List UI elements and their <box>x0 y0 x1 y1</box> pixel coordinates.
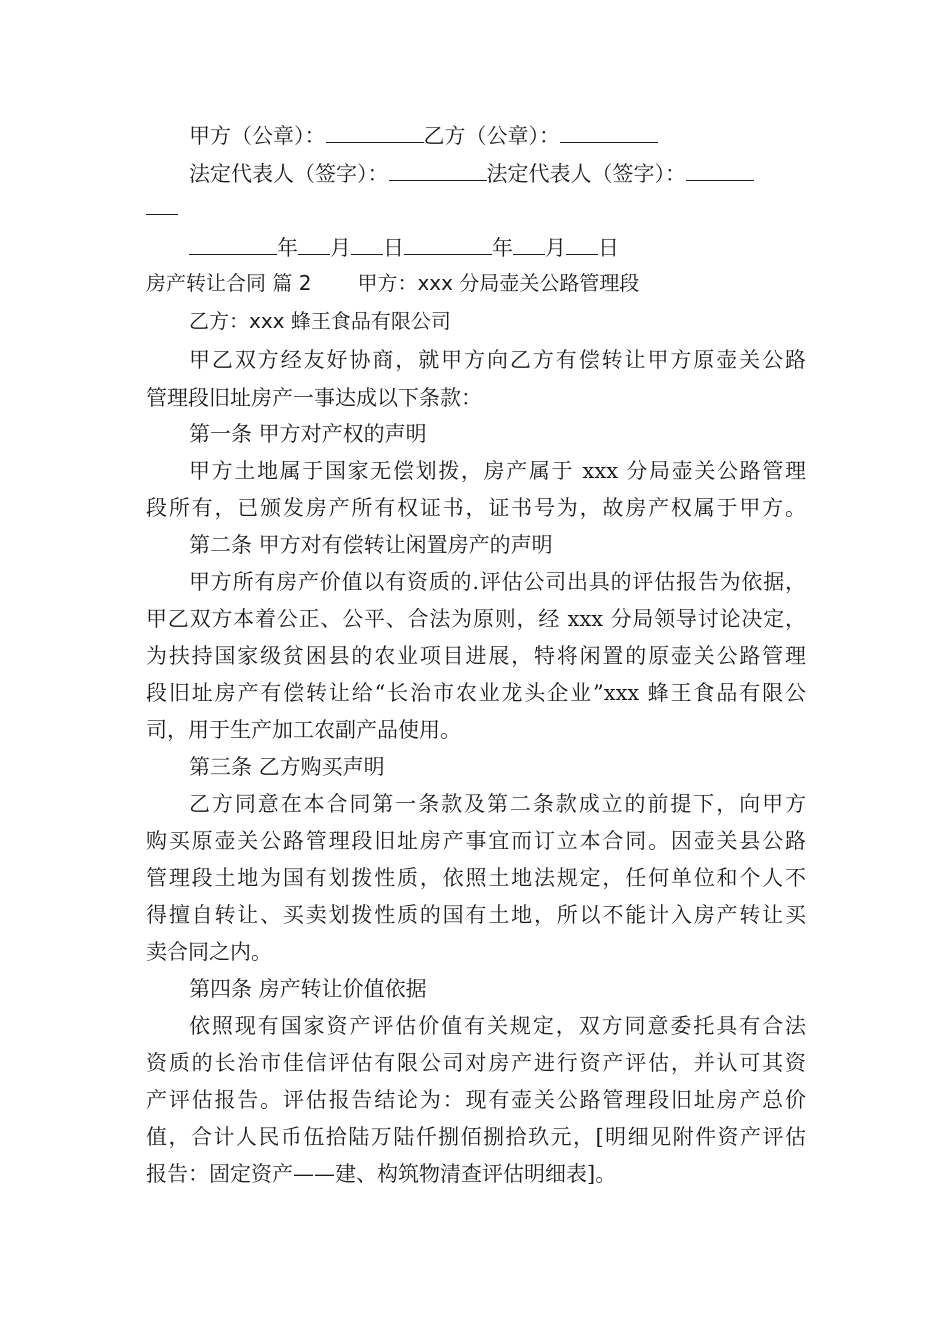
article-1-line: 甲方土地属于国家无偿划拨，房产属于 xxx 分局壶关公路管理 <box>189 459 806 483</box>
party-a-name: 甲方：xxx 分局壶关公路管理段 <box>357 271 640 295</box>
day-a-blank[interactable] <box>351 234 383 255</box>
article-2-line: 段旧址房产有偿转让给“长治市农业龙头企业”xxx 蜂王食品有限公 <box>146 681 806 705</box>
party-b-name: 乙方：xxx 蜂王食品有限公司 <box>189 309 451 333</box>
day-label: 日 <box>383 236 404 260</box>
month-a-blank[interactable] <box>298 234 330 255</box>
legal-rep-a-label: 法定代表人（签字）： <box>189 162 389 186</box>
party-b-seal-blank[interactable] <box>560 122 658 143</box>
article-3-line: 得擅自转让、买卖划拨性质的国有土地，所以不能计入房产转让买 <box>146 903 806 927</box>
legal-rep-b-label: 法定代表人（签字）： <box>486 162 686 186</box>
legal-rep-b-blank-continued[interactable] <box>146 194 178 215</box>
contract-title: 房产转让合同 篇 2 <box>146 271 312 295</box>
article-1-line: 段所有，已颁发房产所有权证书，证书号为，故房产权属于甲方。 <box>146 496 806 520</box>
year-label: 年 <box>492 236 513 260</box>
article-4-line: 产评估报告。评估报告结论为：现有壶关公路管理段旧址房产总价 <box>146 1088 806 1112</box>
article-3-title: 第三条 乙方购买声明 <box>189 755 385 779</box>
article-4-line: 值，合计人民币伍拾陆万陆仟捌佰捌拾玖元，[明细见附件资产评估 <box>146 1125 806 1149</box>
month-label: 月 <box>330 236 351 260</box>
party-a-seal-label: 甲方（公章）： <box>189 124 326 148</box>
seal-line <box>189 121 806 151</box>
article-3-line: 管理段土地为国有划拨性质，依照土地法规定，任何单位和个人不 <box>146 866 806 890</box>
year-label: 年 <box>277 236 298 260</box>
legal-rep-b-blank[interactable] <box>686 160 754 181</box>
year-a-blank[interactable] <box>189 234 277 255</box>
article-2-line: 甲方所有房产价值以有资质的.评估公司出具的评估报告为依据， <box>189 570 806 594</box>
article-3-line: 乙方同意在本合同第一条款及第二条款成立的前提下，向甲方 <box>189 792 806 816</box>
legal-rep-a-blank[interactable] <box>389 160 487 181</box>
legal-rep-blank-wrap <box>146 193 806 223</box>
date-line <box>189 233 806 263</box>
article-2-line: 司，用于生产加工农副产品使用。 <box>146 718 461 742</box>
article-1-title: 第一条 甲方对产权的声明 <box>189 422 427 446</box>
article-4-line: 依照现有国家资产评估价值有关规定，双方同意委托具有合法 <box>189 1014 806 1038</box>
party-a-seal-blank[interactable] <box>326 122 424 143</box>
article-4-line: 资质的长治市佳信评估有限公司对房产进行资产评估，并认可其资 <box>146 1051 806 1075</box>
year-b-blank[interactable] <box>404 234 492 255</box>
day-label: 日 <box>598 236 619 260</box>
contract-heading <box>146 268 806 298</box>
party-b-seal-label: 乙方（公章）： <box>423 124 560 148</box>
month-b-blank[interactable] <box>513 234 545 255</box>
article-3-line: 购买原壶关公路管理段旧址房产事宜而订立本合同。因壶关县公路 <box>146 829 806 853</box>
intro-line: 甲乙双方经友好协商，就甲方向乙方有偿转让甲方原壶关公路 <box>189 348 806 372</box>
article-4-line: 报告：固定资产——建、构筑物清查评估明细表]。 <box>146 1162 617 1186</box>
article-4-title: 第四条 房产转让价值依据 <box>189 977 427 1001</box>
article-2-title: 第二条 甲方对有偿转让闲置房产的声明 <box>189 533 553 557</box>
day-b-blank[interactable] <box>566 234 598 255</box>
intro-line: 管理段旧址房产一事达成以下条款： <box>146 386 482 410</box>
article-2-line: 为扶持国家级贫困县的农业项目进展，特将闲置的原壶关公路管理 <box>146 644 806 668</box>
month-label: 月 <box>545 236 566 260</box>
legal-rep-line <box>189 159 806 189</box>
article-2-line: 甲乙双方本着公正、公平、合法为原则，经 xxx 分局领导讨论决定， <box>146 607 806 631</box>
article-3-line: 卖合同之内。 <box>146 940 272 964</box>
